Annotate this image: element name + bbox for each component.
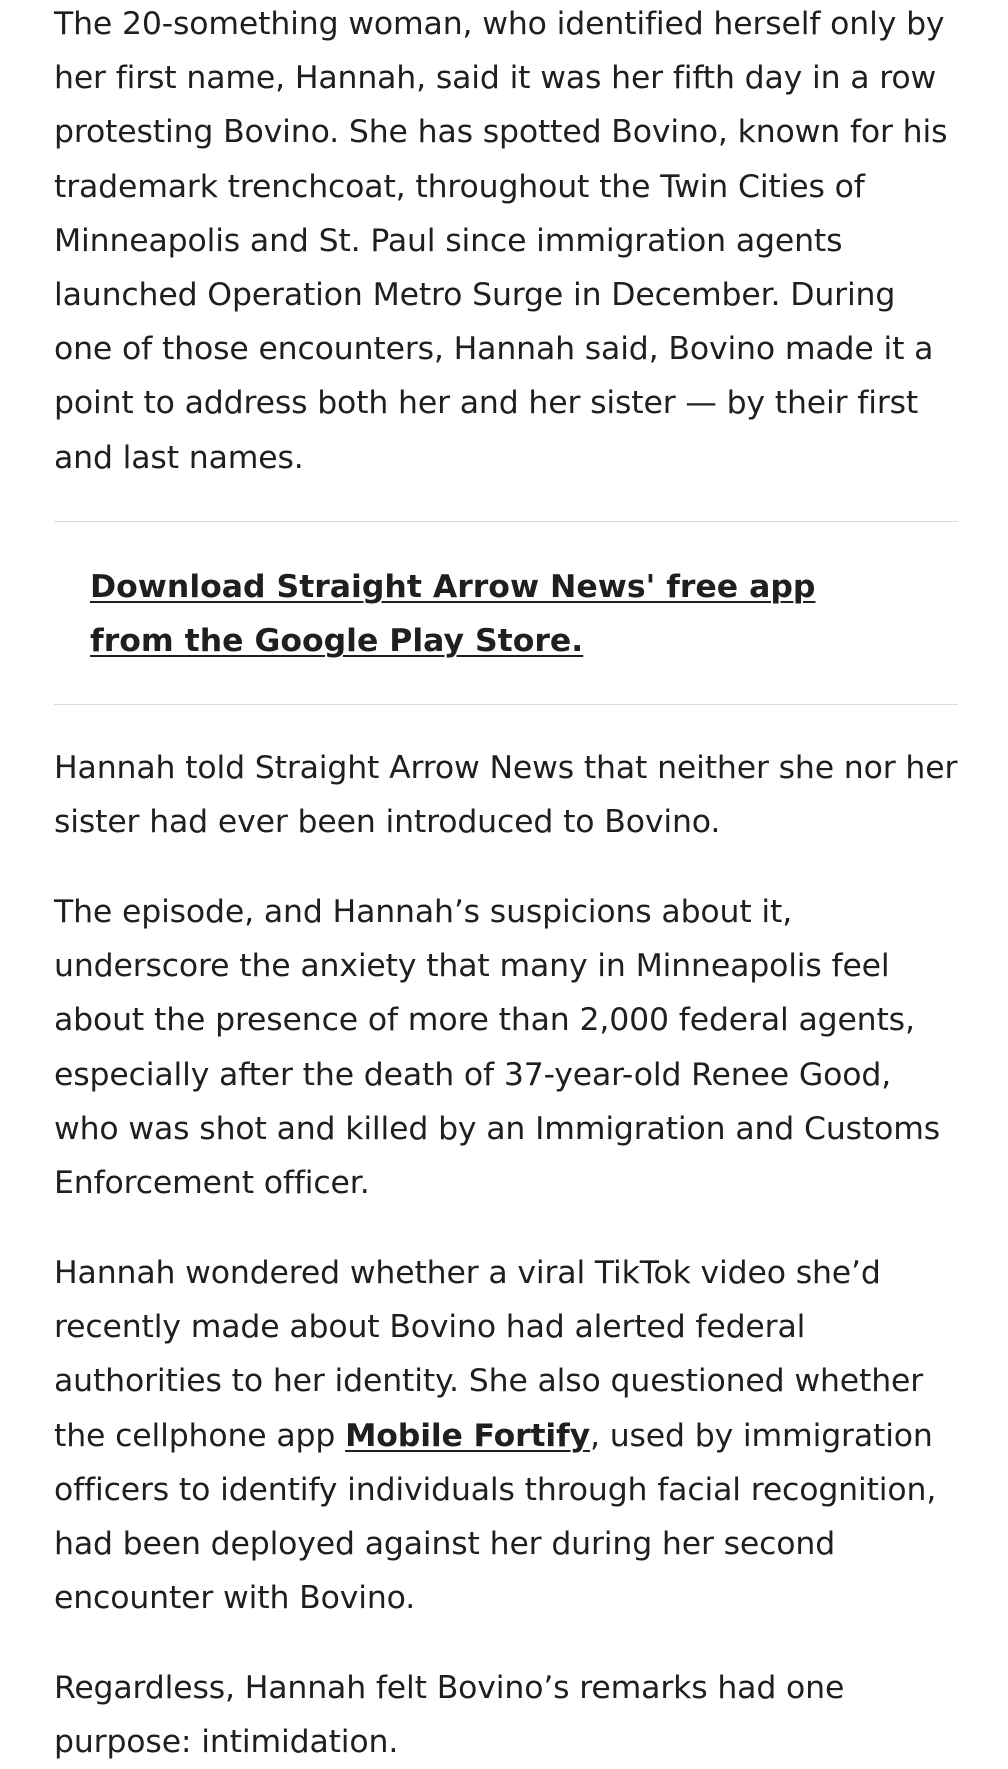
paragraph-4-text-before-link: Hannah wondered whether a viral TikTok video she’d recently made about Bovino had alerted federal authorities to her identity. She also questioned whether the cellphone app <box>54 1255 924 1454</box>
article-paragraph-4 <box>54 1246 958 1625</box>
article-paragraph-1: The 20-something woman, who identified herself only by her first name, Hannah, said it was her fifth day in a row protesting Bovino. She has spotted Bovino, known for his trademark trenchcoat, throughout the Twin Cities of Minneapolis and St. Paul since immigration agents launched Operation Metro Surge in December. During one of those encounters, Hannah said, Bovino made it a point to address both her and her sister — by their first and last names. <box>54 6 948 476</box>
promo-divider-top <box>54 521 958 522</box>
google-play-download-link[interactable]: Download Straight Arrow News' free app from the Google Play Store. <box>90 569 816 660</box>
article-paragraph-3: The episode, and Hannah’s suspicions about it, underscore the anxiety that many in Minneapolis feel about the presence of more than 2,000 federal agents, especially after the death of 37-year-old Renee Good, who was shot and killed by an Immigration and Customs Enforcement officer. <box>54 894 941 1202</box>
article-paragraph-2: Hannah told Straight Arrow News that neither she nor her sister had ever been introduced to Bovino. <box>54 750 958 841</box>
paragraph-4-text-after-link: , used by immigration officers to identify individuals through facial recognition, had been deployed against her during her second encounter with Bovino. <box>54 1417 937 1617</box>
app-promo <box>90 560 910 668</box>
promo-divider-bottom <box>54 704 958 705</box>
article-paragraph-5: Regardless, Hannah felt Bovino’s remarks had one purpose: intimidation. <box>54 1670 845 1761</box>
mobile-fortify-link[interactable]: Mobile Fortify <box>345 1417 590 1454</box>
